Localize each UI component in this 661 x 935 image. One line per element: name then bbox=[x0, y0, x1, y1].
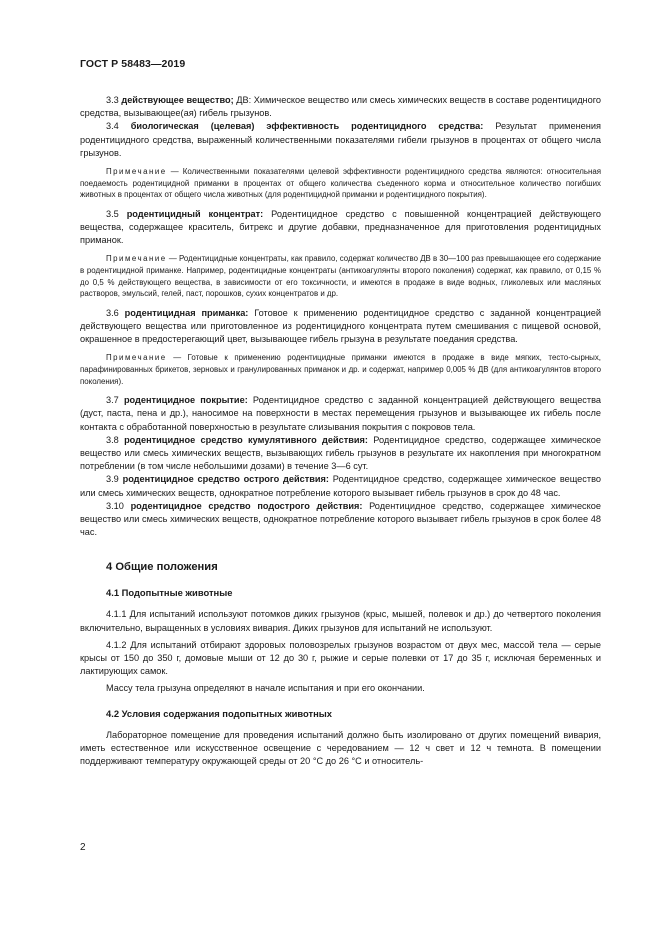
definition-3-7 bbox=[80, 394, 601, 434]
def-term: биологическая (целевая) эффективность родентицидного средства: bbox=[130, 121, 484, 132]
def-term: действующее вещество; bbox=[121, 95, 234, 105]
def-number: 3.10 bbox=[106, 500, 124, 511]
def-number: 3.9 bbox=[106, 474, 119, 485]
def-text: Родентицидное средство, содержащее химическое вещество или смесь химических веществ, однократное потребление которого вызывает гибель грызунов в срок более 48 час. bbox=[80, 500, 601, 538]
subsection-4-1-title: 4.1 Подопытные животные bbox=[106, 587, 233, 599]
subsection-4-2-title: 4.2 Условия содержания подопытных животных bbox=[106, 707, 333, 719]
document-header: ГОСТ Р 58483—2019 bbox=[80, 58, 186, 70]
def-number: 3.6 bbox=[106, 307, 119, 318]
definition-3-8 bbox=[80, 434, 601, 474]
def-term: родентицидная приманка: bbox=[124, 307, 249, 318]
note-text: — Количественными показателями целевой эффективности родентицидного средства являются: относительная поедаемость родентицидной приманки в процентах от общего количества съеденного корма и относительное количество погибших животных в процентах от общего числа животных (для родентицидной приманки и родентицидного покрытия). bbox=[80, 167, 601, 200]
paragraph-body-mass: Массу тела грызуна определяют в начале испытания и при его окончании. bbox=[106, 683, 425, 694]
note-text: — Родентицидные концентраты, как правило, содержат количество ДВ в 30—100 раз превышающее его содержание в родентицидной приманке. Например, родентицидные концентраты (антикоагулянты второго поколения) содержат, как правило, от 0,15 % до 0,5 % действующего вещества, в зависимости от его токсичности, и имеются в продаже в виде водных, гликолевых или масляных растворов, эмульсий, гелей, паст, порошков, сухих концентратов и др. bbox=[80, 254, 601, 299]
def-text: Родентицидное средство с повышенной концентрацией действующего вещества, содержащее краситель, битрекс и другие добавки, предназначенное для приготовления родентицидных приманок. bbox=[80, 208, 601, 246]
note-label: Примечание bbox=[106, 254, 167, 264]
def-term: родентицидное покрытие: bbox=[123, 395, 248, 406]
def-text: Результат применения родентицидного средства, выраженный количественными показателями гибели грызунов в процентах от общего числа грызунов. bbox=[80, 121, 601, 158]
def-term: родентицидное средство острого действия: bbox=[122, 474, 329, 485]
definition-3-10 bbox=[80, 500, 601, 540]
def-term: родентицидное средство подострого действия: bbox=[130, 500, 363, 511]
def-text: Родентицидное средство, содержащее химическое вещество или смесь химических веществ, однократное потребление которого вызывает гибель грызунов в срок до 48 час. bbox=[80, 474, 601, 498]
note-3 bbox=[80, 352, 601, 387]
definition-3-4 bbox=[80, 120, 601, 160]
def-term: родентицидный концентрат: bbox=[126, 208, 264, 219]
def-number: 3.7 bbox=[106, 395, 119, 406]
definition-3-9 bbox=[80, 473, 601, 499]
note-label: Примечание bbox=[106, 167, 167, 177]
note-2 bbox=[80, 253, 601, 299]
definition-3-6 bbox=[80, 307, 601, 347]
definition-3-5 bbox=[80, 208, 601, 248]
def-number: 3.5 bbox=[106, 208, 119, 219]
def-number: 3.4 bbox=[106, 121, 119, 132]
def-text: ДВ: Химическое вещество или смесь химических веществ в составе родентицидного средства, вызывающее(ая) гибель грызунов. bbox=[80, 95, 601, 119]
def-number: 3.3 bbox=[106, 95, 119, 105]
paragraph-4-1-1: 4.1.1 Для испытаний используют потомков диких грызунов (крыс, мышей, полевок и др.) до четвертого поколения включительно, выращенных в условиях вивария. Диких грызунов для испытаний не используют. bbox=[80, 609, 601, 633]
def-text: Родентицидное средство, содержащее химическое вещество или смесь химических веществ, вызывающих гибель грызунов в результате их накопления при многократном потреблении (в том числе небольшими дозами) в течение 3—6 сут. bbox=[80, 434, 601, 472]
paragraph-4-2: Лабораторное помещение для проведения испытаний должно быть изолировано от других помещений вивария, иметь естественное или искусственное освещение с чередованием — 12 ч свет и 12 ч темнота. В помещении поддерживают температуру окружающей среды от 20 °С до 26 °С и относитель- bbox=[80, 729, 601, 767]
definition-3-3 bbox=[80, 94, 601, 120]
paragraph-4-1-2: 4.1.2 Для испытаний отбирают здоровых половозрелых грызунов возрастом от двух мес, массой тела — серые крысы от 150 до 350 г, домовые мыши от 12 до 30 г, рыжие и серые полевки от 17 до 35 г, исключая беременных и лактирующих самок. bbox=[80, 639, 601, 677]
note-1 bbox=[80, 166, 601, 201]
section-4-title: 4 Общие положения bbox=[106, 561, 218, 574]
def-text: Готовое к применению родентицидное средство с заданной концентрацией действующего вещества или приготовленное из родентицидного концентрата путем смешивания с пищевой основой, окрашенное в предостерегающий цвет, вызывающее гибель грызуна в результате поедания средства. bbox=[80, 307, 601, 345]
note-label: Примечание bbox=[106, 353, 167, 363]
def-number: 3.8 bbox=[106, 434, 119, 445]
def-term: родентицидное средство кумулятивного действия: bbox=[124, 434, 368, 445]
def-text: Родентицидное средство с заданной концентрацией действующего вещества (дуст, паста, пена и др.), наносимое на поверхности в местах перемещения грызунов и вызывающее их гибель после контакта с обработанной поверхностью в результате слизывания покрытия с покровов тела. bbox=[80, 395, 601, 432]
page-number: 2 bbox=[80, 842, 86, 853]
document-page bbox=[80, 58, 601, 768]
note-text: — Готовые к применению родентицидные приманки имеются в продаже в виде мягких, тесто-сырных, парафинированных брикетов, зерновых и гранулированных приманок и др. и содержат, например 0,005 % ДВ (для антикоагулянтов второго поколения). bbox=[80, 353, 601, 386]
